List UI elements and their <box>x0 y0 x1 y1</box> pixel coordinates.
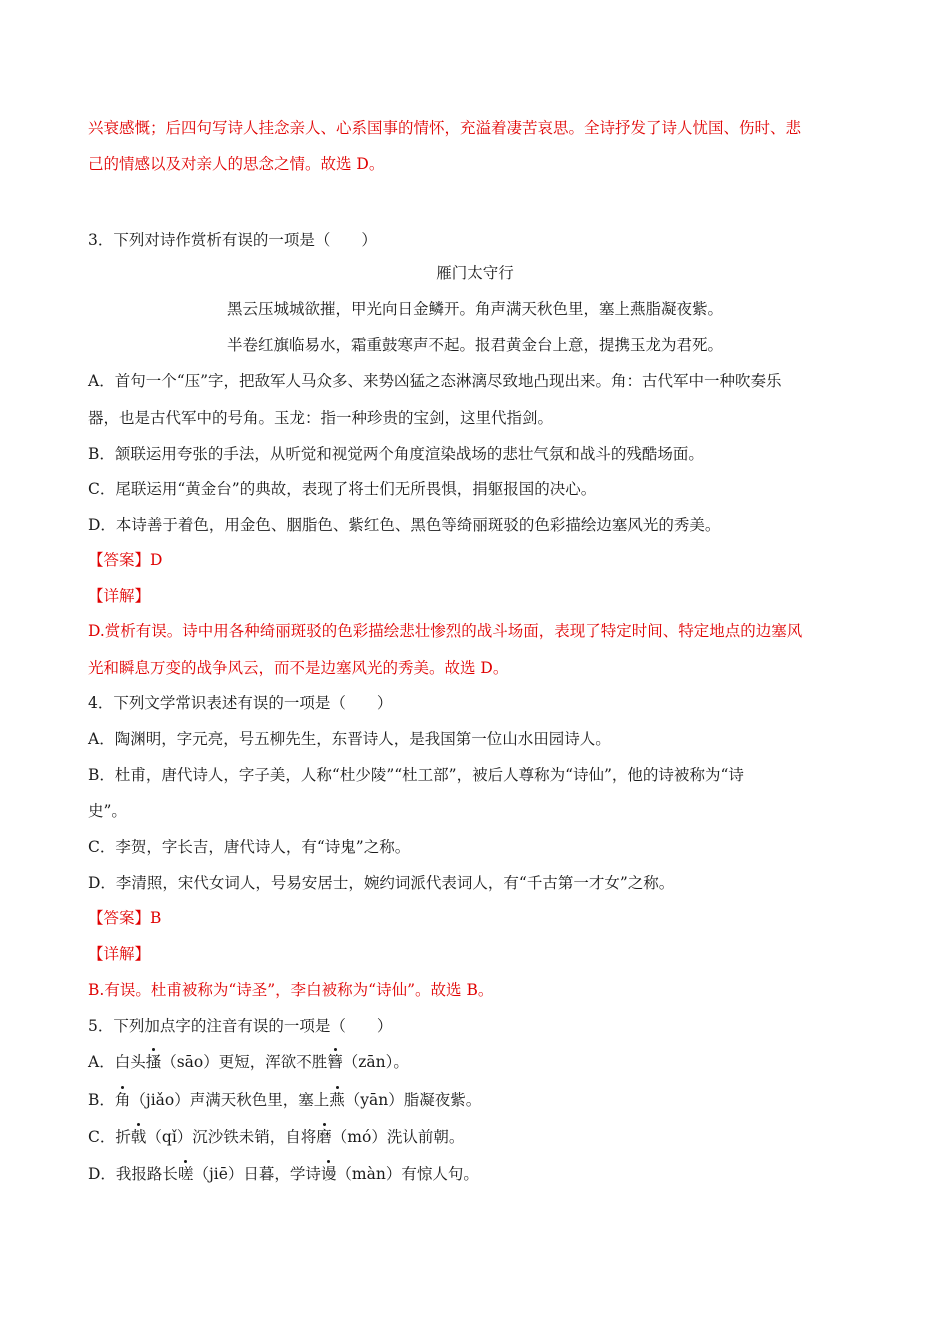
q3-detail-line-2: 光和瞬息万变的战争风云，而不是边塞风光的秀美。故选 D。 <box>88 659 509 677</box>
q3-answer: 【答案】D <box>88 551 163 569</box>
intro-line-1: 兴衰感慨；后四句写诗人挂念亲人、心系国事的情怀，充溢着凄苦哀思。全诗抒发了诗人忧国、伤时、悲 <box>88 119 802 137</box>
q3-stem: 3．下列对诗作赏析有误的一项是（ ） <box>88 231 377 249</box>
q5-c-dotted-char-2: 磨 <box>316 1128 332 1146</box>
q4-option-b-line-2: 史”。 <box>88 802 127 820</box>
q5-option-d <box>88 1163 479 1185</box>
q5-b-mid: （jiǎo）声满天秋色里，塞上 <box>130 1091 330 1109</box>
q4-option-a: A．陶渊明，字元亮，号五柳先生，东晋诗人，是我国第一位山水田园诗人。 <box>88 730 611 748</box>
q4-answer: 【答案】B <box>88 909 162 927</box>
q4-detail-label: 【详解】 <box>88 945 151 963</box>
q5-a-mid: （sāo）更短，浑欲不胜 <box>161 1053 328 1071</box>
q3-detail-label: 【详解】 <box>88 587 151 605</box>
q5-b-dotted-char-2: 燕 <box>329 1091 345 1109</box>
q5-c-pre: C．折 <box>88 1128 131 1146</box>
q5-option-b <box>88 1089 481 1111</box>
q5-c-mid: （qǐ）沉沙铁未销，自将 <box>146 1128 317 1146</box>
q5-d-post: （màn）有惊人句。 <box>336 1165 479 1183</box>
q3-option-a-line-2: 器，也是古代军中的号角。玉龙：指一种珍贵的宝剑，这里代指剑。 <box>88 409 554 427</box>
intro-line-2: 己的情感以及对亲人的思念之情。故选 D。 <box>88 155 385 173</box>
q4-option-d: D．李清照，宋代女词人，号易安居士，婉约词派代表词人，有“千古第一才女”之称。 <box>88 874 675 892</box>
q5-d-dotted-char-1: 嗟 <box>177 1165 194 1183</box>
q5-b-pre: B． <box>88 1091 115 1109</box>
q3-option-c: C．尾联运用“黄金台”的典故，表现了将士们无所畏惧，捐躯报国的决心。 <box>88 480 597 498</box>
q5-c-post: （mó）洗认前朝。 <box>331 1128 465 1146</box>
q4-option-b-line-1: B．杜甫，唐代诗人，字子美，人称“杜少陵”“杜工部”，被后人尊称为“诗仙”，他的诗被称为“诗 <box>88 766 744 784</box>
poem-title: 雁门太守行 <box>436 264 514 282</box>
q5-a-dotted-char-2: 簪 <box>327 1053 343 1071</box>
q5-b-dotted-char-1: 角 <box>114 1091 131 1109</box>
q5-option-a <box>88 1051 409 1073</box>
poem-line-2: 半卷红旗临易水，霜重鼓寒声不起。报君黄金台上意，提携玉龙为君死。 <box>226 336 723 354</box>
q5-a-pre: A．白头 <box>88 1053 146 1071</box>
q4-option-c: C．李贺，字长吉，唐代诗人，有“诗鬼”之称。 <box>88 838 411 856</box>
q5-d-pre: D．我报路长 <box>88 1165 178 1183</box>
q4-detail-line-1: B.有误。杜甫被称为“诗圣”，李白被称为“诗仙”。故选 B。 <box>88 981 494 999</box>
q3-option-b: B．颔联运用夸张的手法，从听觉和视觉两个角度渲染战场的悲壮气氛和战斗的残酷场面。 <box>88 445 704 463</box>
q5-d-mid: （jiē）日暮，学诗 <box>193 1165 321 1183</box>
q3-detail-line-1: D.赏析有误。诗中用各种绮丽斑驳的色彩描绘悲壮惨烈的战斗场面，表现了特定时间、特定地点的边塞风 <box>88 622 803 640</box>
q5-a-post: （zān）。 <box>342 1053 409 1071</box>
q5-c-dotted-char-1: 戟 <box>130 1128 147 1146</box>
q3-option-d: D．本诗善于着色，用金色、胭脂色、紫红色、黑色等绮丽斑驳的色彩描绘边塞风光的秀美。 <box>88 516 721 534</box>
q5-b-post: （yān）脂凝夜紫。 <box>344 1091 482 1109</box>
q4-stem: 4．下列文学常识表述有误的一项是（ ） <box>88 694 393 712</box>
q5-option-c <box>88 1126 464 1148</box>
poem-line-1: 黑云压城城欲摧，甲光向日金鳞开。角声满天秋色里，塞上燕脂凝夜紫。 <box>226 300 723 318</box>
q5-a-dotted-char-1: 搔 <box>145 1053 162 1071</box>
q5-stem: 5．下列加点字的注音有误的一项是（ ） <box>88 1017 393 1035</box>
q5-d-dotted-char-2: 谩 <box>320 1165 337 1183</box>
q3-option-a-line-1: A．首句一个“压”字，把敌军人马众多、来势凶猛之态淋漓尽致地凸现出来。角：古代军中一种吹奏乐 <box>88 372 782 390</box>
